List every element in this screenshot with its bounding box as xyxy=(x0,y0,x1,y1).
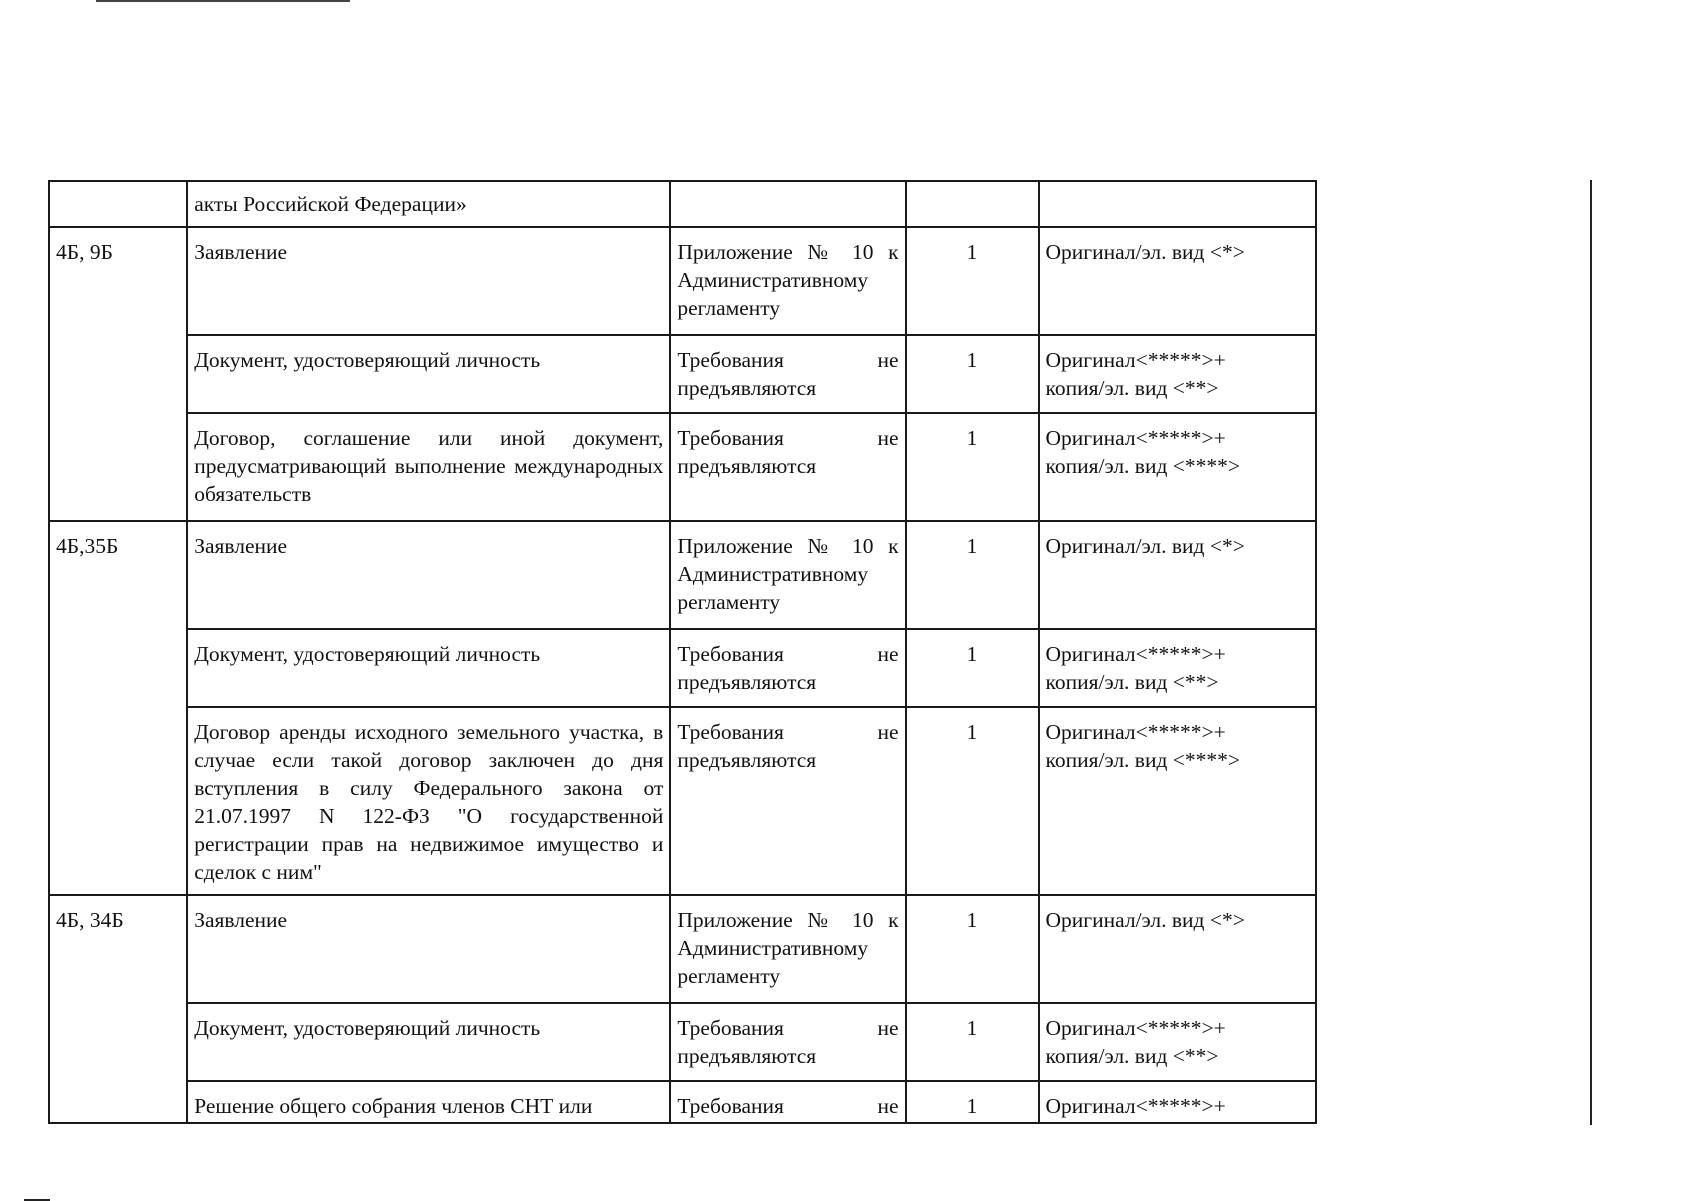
table-row xyxy=(49,629,1316,707)
document-name-cell: акты Российской Федерации» xyxy=(187,181,670,227)
form-word: не xyxy=(877,1094,899,1118)
type-cell xyxy=(1039,413,1316,521)
type-cell xyxy=(1039,629,1316,707)
table-row xyxy=(49,227,1316,335)
type-cell xyxy=(1039,895,1316,1003)
table-row xyxy=(49,521,1316,629)
table-row xyxy=(49,413,1316,521)
form-line: предъявляются xyxy=(677,1044,817,1068)
form-word: Требования xyxy=(677,720,784,744)
type-cell xyxy=(1039,1081,1316,1123)
type-line: копия/эл. вид <****> xyxy=(1045,454,1241,478)
type-line: Оригинал<*****>+ xyxy=(1045,348,1226,372)
form-cell xyxy=(670,181,905,227)
document-name-cell: Документ, удостоверяющий личность xyxy=(187,335,670,413)
table-row xyxy=(49,1081,1316,1123)
form-cell xyxy=(670,707,905,895)
type-line: Оригинал/эл. вид <*> xyxy=(1045,908,1245,932)
form-cell xyxy=(670,1003,905,1081)
count-cell: 1 xyxy=(906,521,1039,629)
type-cell xyxy=(1039,521,1316,629)
document-name-cell: Заявление xyxy=(187,895,670,1003)
count-cell: 1 xyxy=(906,413,1039,521)
form-line: предъявляются xyxy=(677,454,817,478)
type-cell xyxy=(1039,1003,1316,1081)
table-row xyxy=(49,895,1316,1003)
table-row xyxy=(49,707,1316,895)
document-name-cell: Документ, удостоверяющий личность xyxy=(187,1003,670,1081)
code-cell: 4Б,35Б xyxy=(49,521,187,895)
form-cell xyxy=(670,629,905,707)
document-name-cell: Договор, соглашение или иной документ, предусматривающий выполнение международных обязательств xyxy=(187,413,670,521)
document-name-cell: Документ, удостоверяющий личность xyxy=(187,629,670,707)
count-cell: 1 xyxy=(906,335,1039,413)
document-name-cell: Договор аренды исходного земельного участка, в случае если такой договор заключен до дня вступления в силу Федерального закона от 21.07.1997 N 122-ФЗ "О государственной регистрации прав на недвижимое имущество и сделок с ним" xyxy=(187,707,670,895)
code-cell xyxy=(49,181,187,227)
type-line: копия/эл. вид <**> xyxy=(1045,376,1219,400)
type-line: копия/эл. вид <**> xyxy=(1045,670,1219,694)
type-line: Оригинал<*****>+ xyxy=(1045,1016,1226,1040)
count-cell: 1 xyxy=(906,1081,1039,1123)
document-name-cell: Заявление xyxy=(187,521,670,629)
type-line: Оригинал<*****>+ xyxy=(1045,720,1226,744)
form-line: предъявляются xyxy=(677,376,817,400)
count-cell: 1 xyxy=(906,707,1039,895)
documents-table xyxy=(48,180,1317,1124)
form-line: предъявляются xyxy=(677,748,817,772)
form-word: Требования xyxy=(677,426,784,450)
count-cell: 1 xyxy=(906,1003,1039,1081)
form-word: не xyxy=(877,642,899,666)
document-name-cell: Заявление xyxy=(187,227,670,335)
table-row xyxy=(49,1003,1316,1081)
form-word: Требования xyxy=(677,1016,784,1040)
count-cell: 1 xyxy=(906,895,1039,1003)
count-cell: 1 xyxy=(906,629,1039,707)
top-rule xyxy=(96,0,350,2)
form-cell: Приложение № 10 к Административному регламенту xyxy=(670,227,905,335)
type-cell xyxy=(1039,335,1316,413)
count-cell: 1 xyxy=(906,227,1039,335)
form-cell xyxy=(670,413,905,521)
type-line: копия/эл. вид <****> xyxy=(1045,748,1241,772)
type-line: Оригинал/эл. вид <*> xyxy=(1045,534,1245,558)
type-line: копия/эл. вид <**> xyxy=(1045,1044,1219,1068)
form-word: не xyxy=(877,426,899,450)
type-line: Оригинал/эл. вид <*> xyxy=(1045,240,1245,264)
form-line: предъявляются xyxy=(677,670,817,694)
form-cell xyxy=(670,1081,905,1123)
table-row-continuation xyxy=(49,181,1316,227)
form-word: не xyxy=(877,720,899,744)
count-cell xyxy=(906,181,1039,227)
type-line: Оригинал<*****>+ xyxy=(1045,1094,1226,1118)
form-word: не xyxy=(877,348,899,372)
code-cell: 4Б, 9Б xyxy=(49,227,187,521)
type-cell xyxy=(1039,707,1316,895)
form-word: не xyxy=(877,1016,899,1040)
form-cell: Приложение № 10 к Административному регламенту xyxy=(670,521,905,629)
type-line: Оригинал<*****>+ xyxy=(1045,426,1226,450)
type-cell xyxy=(1039,181,1316,227)
form-cell xyxy=(670,335,905,413)
code-cell: 4Б, 34Б xyxy=(49,895,187,1123)
document-name-cell: Решение общего собрания членов СНТ или xyxy=(187,1081,670,1123)
form-cell: Приложение № 10 к Административному регламенту xyxy=(670,895,905,1003)
type-cell xyxy=(1039,227,1316,335)
form-word: Требования xyxy=(677,642,784,666)
form-word: Требования xyxy=(677,348,784,372)
form-word: Требования xyxy=(677,1094,784,1118)
table-row xyxy=(49,335,1316,413)
type-line: Оригинал<*****>+ xyxy=(1045,642,1226,666)
margin-rule xyxy=(1590,180,1592,1125)
